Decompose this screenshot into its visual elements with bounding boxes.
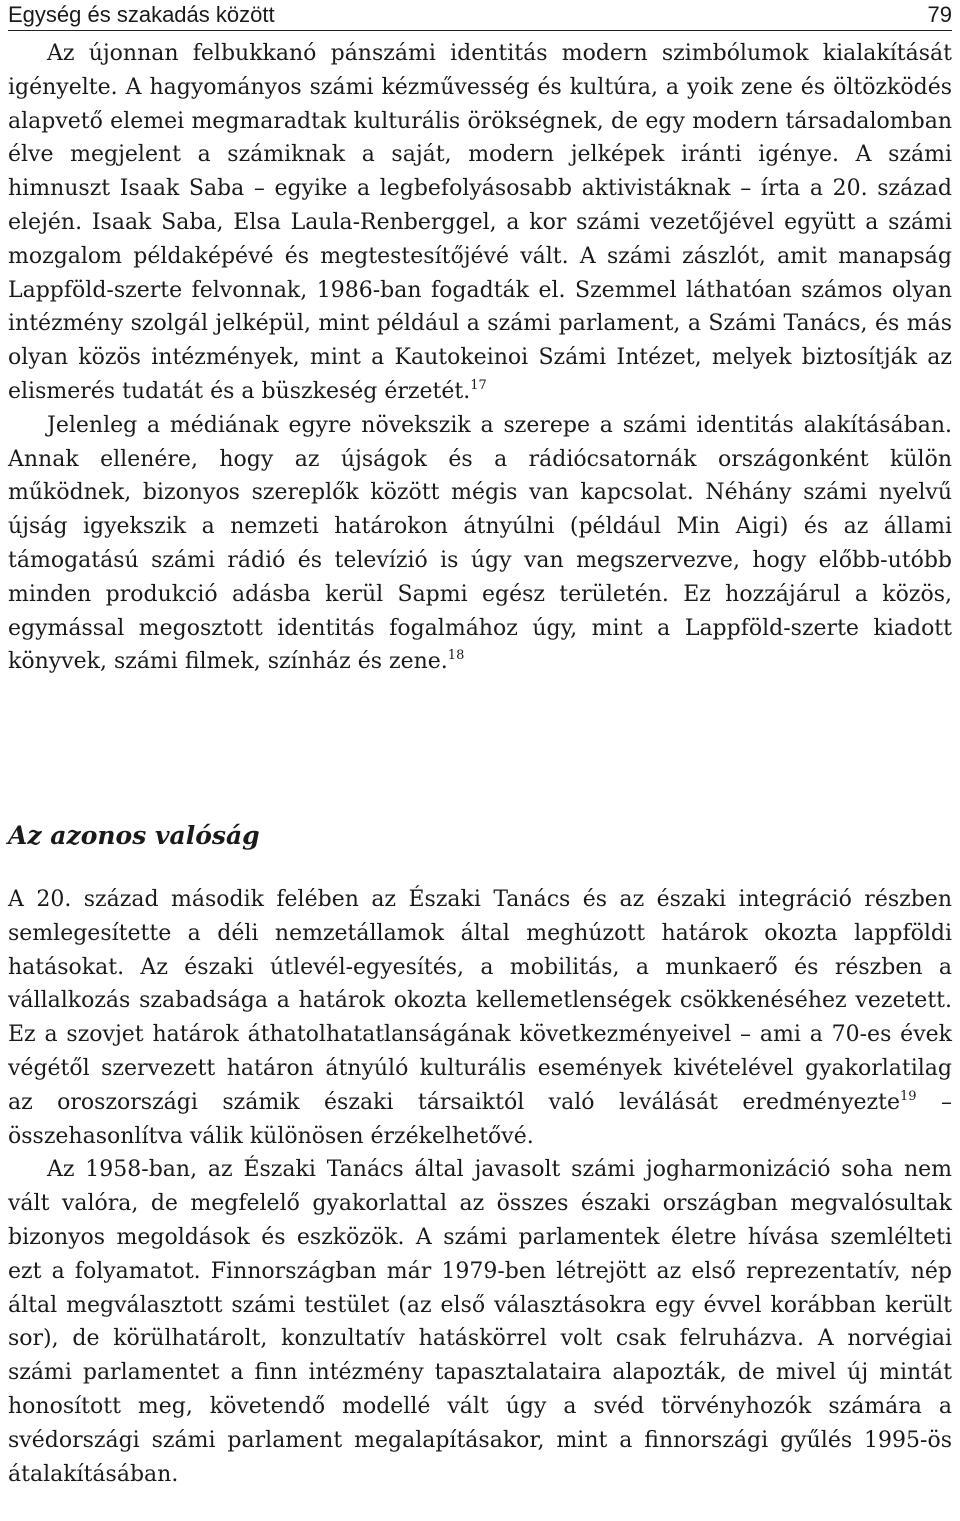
footnote-ref-17[interactable]: 17 <box>470 377 487 393</box>
section-1-body <box>8 37 952 679</box>
page-number: 79 <box>927 2 952 27</box>
paragraph-2-text: Jelenleg a médiának egyre növekszik a szerepe a számi identitás alakításában. Annak ellenére, hogy az újságok és a rádiócsatornák országonként külön működnek, bizonyos szereplők között mégis van kapcsolat. Néhány számi nyelvű újság igyekszik a nemzeti határokon átnyúlni (például Min Aigi) és az állami támogatású számi rádió és televízió is úgy van megszervezve, hogy előbb-utóbb minden produkció adásba kerül Sapmi egész területén. Ez hozzájárul a közös, egymással megosztott identitás fogalmához úgy, mint a Lappföld-szerte kiadott könyvek, számi filmek, színház és zene. <box>8 412 952 675</box>
paragraph-3 <box>8 883 952 1153</box>
paragraph-4 <box>8 1153 952 1491</box>
section-2-body <box>8 883 952 1491</box>
section-heading: Az azonos valóság <box>8 821 260 850</box>
footnote-ref-19[interactable]: 19 <box>900 1088 917 1104</box>
paragraph-1 <box>8 37 952 409</box>
paragraph-3-text-a: A 20. század második felében az Északi Tanács és az északi integráció részben semlegesítette a déli nemzetállamok által meghúzott határok okozta lappföldi hatásokat. Az északi útlevél-egyesítés, a mobilitás, a munkaerő és részben a vállalkozás szabadsága a határok okozta kellemetlenségek csökkenéséhez vezetett. Ez a szovjet határok áthatolhatatlanságának következményeivel – ami a 70-es évek végétől szervezett határon átnyúló kulturális események kivételével gyakorlatilag az oroszországi számik északi társaiktól való leválását eredményezte <box>8 887 952 1115</box>
running-header <box>8 0 952 31</box>
footnote-ref-18[interactable]: 18 <box>447 648 465 664</box>
paragraph-2 <box>8 409 952 679</box>
paragraph-4-text: Az 1958-ban, az Északi Tanács által javasolt számi jogharmonizáció soha nem vált valóra, de megfelelő gyakorlattal az összes északi országban megvalósultak bizonyos megoldások és eszközök. A számi parlamentek életre hívása szemlélteti ezt a folyamatot. Finnországban már 1979-ben létrejött az első reprezentatív, nép által megválasztott számi testület (az első választásokra egy évvel korábban került sor), de körülhatárolt, konzultatív hatáskörrel volt csak felruházva. A norvégiai számi parlamentet a finn intézmény tapasztalataira alapozták, de mivel új mintát honosított meg, követendő modellé vált úgy a svéd törvényhozók számára a svédországi számi parlament megalapításakor, mint a finnországi gyűlés 1995-ös átalakításában. <box>8 1157 952 1487</box>
running-header-title: Egység és szakadás között <box>8 2 275 27</box>
paragraph-3-text-b: – összehasonlítva válik különösen érzékelhetővé. <box>8 1089 952 1149</box>
paragraph-1-text: Az újonnan felbukkanó pánszámi identitás modern szimbólumok kialakítását igényelte. A hagyományos számi kézművesség és kultúra, a yoik zene és öltözködés alapvető elemei megmaradtak kulturális örökségnek, de egy modern társadalomban élve megjelent a számiknak a saját, modern jelképek iránti igénye. A számi himnuszt Isaak Saba – egyike a legbefolyásosabb aktivistáknak – írta a 20. század elején. Isaak Saba, Elsa Laula-Renberggel, a kor számi vezetőjével együtt a számi mozgalom példaképévé és megtestesítőjévé vált. A számi zászlót, amit manapság Lappföld-szerte felvonnak, 1986-ban fogadták el. Szemmel láthatóan számos olyan intézmény szolgál jelképül, mint például a számi parlament, a Számi Tanács, és más olyan közös intézmények, mint a Kautokeinoi Számi Intézet, melyek biztosítják az elismerés tudatát és a büszkeség érzetét. <box>8 41 952 404</box>
